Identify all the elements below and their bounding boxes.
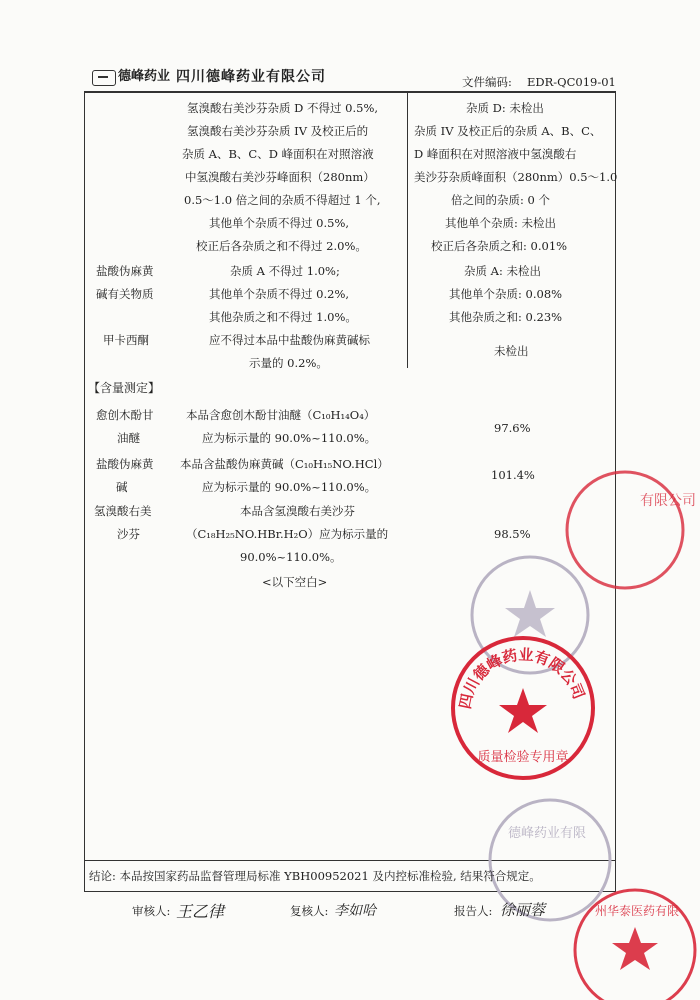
svg-text:德峰药业有限: 德峰药业有限 <box>508 826 587 841</box>
assay-standard: （C₁₈H₂₅NO.HBr.H₂O）应为标示量的 <box>186 527 389 541</box>
table-row-standard: 0.5～1.0 倍之间的杂质不得超过 1 个, <box>184 193 381 207</box>
reviewer-signature: 王乙律 <box>176 902 225 921</box>
table-row-standard: 杂质 A 不得过 1.0%; <box>230 264 340 278</box>
table-row-result: 其他单个杂质: 未检出 <box>445 216 557 230</box>
table-row-left: 甲卡西酮 <box>103 333 149 347</box>
main-seal-subtext: 质量检验专用章 <box>477 750 569 765</box>
assay-result: 101.4% <box>491 468 535 482</box>
assay-standard: 本品含盐酸伪麻黄碱（C₁₀H₁₅NO.HCl） <box>180 457 389 471</box>
table-row-result: 杂质 A: 未检出 <box>464 264 541 278</box>
doc-code: EDR-QC019-01 <box>527 75 616 89</box>
assay-standard: 90.0%~110.0%。 <box>240 550 342 564</box>
assay-standard: 应为标示量的 90.0%~110.0%。 <box>202 431 377 445</box>
svg-text:州华泰医药有限: 州华泰医药有限 <box>595 904 680 918</box>
table-row-standard: 其他单个杂质不得过 0.2%, <box>209 287 350 301</box>
reviewer-label: 审核人: <box>132 904 171 918</box>
assay-result: 98.5% <box>494 527 531 541</box>
table-row-standard: 其他单个杂质不得过 0.5%, <box>209 216 350 230</box>
assay-standard: 本品含氢溴酸右美沙芬 <box>240 504 355 518</box>
checker-signature: 李如哈 <box>334 903 376 919</box>
table-left-border <box>84 92 85 892</box>
table-row-result: 美沙芬杂质峰面积（280nm）0.5～1.0 <box>414 170 618 184</box>
checker-label: 复核人: <box>290 904 329 918</box>
table-row-result: 杂质 D: 未检出 <box>466 101 544 115</box>
table-row-result: 杂质 IV 及校正后的杂质 A、B、C、 <box>414 124 602 138</box>
doc-code-label: 文件编码: <box>462 75 512 89</box>
table-row-standard: 应不得过本品中盐酸伪麻黄碱标 <box>209 333 370 347</box>
conclusion-text: 结论: 本品按国家药品监督管理局标准 YBH00952021 及内控标准检验, 结果符合规定。 <box>89 869 541 883</box>
assay-result: 97.6% <box>494 421 531 435</box>
section-title: 【含量测定】 <box>88 381 161 395</box>
table-row-standard: 氢溴酸右美沙芬杂质 D 不得过 0.5%, <box>187 101 379 115</box>
table-row-result: 倍之间的杂质: 0 个 <box>451 193 551 207</box>
seal-bottom-right <box>565 885 700 1000</box>
table-row-standard: 中氢溴酸右美沙芬峰面积（280nm） <box>185 170 375 184</box>
table-row-result: 校正后各杂质之和: 0.01% <box>431 239 568 253</box>
main-seal-text: 四川德峰药业有限公司 <box>455 645 588 711</box>
main-seal <box>448 633 598 783</box>
assay-name: 沙芬 <box>117 527 140 541</box>
table-row-standard: 其他杂质之和不得过 1.0%。 <box>209 310 357 324</box>
assay-standard: 应为标示量的 90.0%~110.0%。 <box>202 480 377 494</box>
reporter-label: 报告人: <box>454 904 493 918</box>
table-row-result: 其他杂质之和: 0.23% <box>449 310 563 324</box>
table-row-standard: 校正后各杂质之和不得过 2.0%。 <box>196 239 367 253</box>
blank-note: <以下空白> <box>262 575 328 589</box>
assay-standard: 本品含愈创木酚甘油醚（C₁₀H₁₄O₄） <box>186 408 376 422</box>
assay-name: 碱 <box>116 480 128 494</box>
table-row-standard: 示量的 0.2%。 <box>249 356 328 370</box>
column-divider <box>407 92 408 368</box>
table-row-left: 碱有关物质 <box>96 287 154 301</box>
reporter-signature: 徐丽蓉 <box>500 901 546 919</box>
table-row-left: 盐酸伪麻黄 <box>96 264 154 278</box>
svg-text:有限公司: 有限公司 <box>640 493 696 509</box>
table-row-result: D 峰面积在对照溶液中氢溴酸右 <box>414 147 577 161</box>
table-row-result: 未检出 <box>494 344 529 358</box>
table-row-result: 其他单个杂质: 0.08% <box>449 287 563 301</box>
assay-name: 油醚 <box>117 431 140 445</box>
assay-name: 愈创木酚甘 <box>96 408 154 422</box>
assay-name: 氢溴酸右美 <box>94 504 152 518</box>
company-logo-icon <box>92 70 116 86</box>
assay-name: 盐酸伪麻黄 <box>96 457 154 471</box>
company-name: 四川德峰药业有限公司 <box>176 69 326 85</box>
table-row-standard: 杂质 A、B、C、D 峰面积在对照溶液 <box>182 147 374 161</box>
brand-logo-text: 德峰药业 <box>118 69 171 84</box>
header-rule <box>84 91 616 93</box>
table-row-standard: 氢溴酸右美沙芬杂质 IV 及校正后的 <box>187 124 369 138</box>
